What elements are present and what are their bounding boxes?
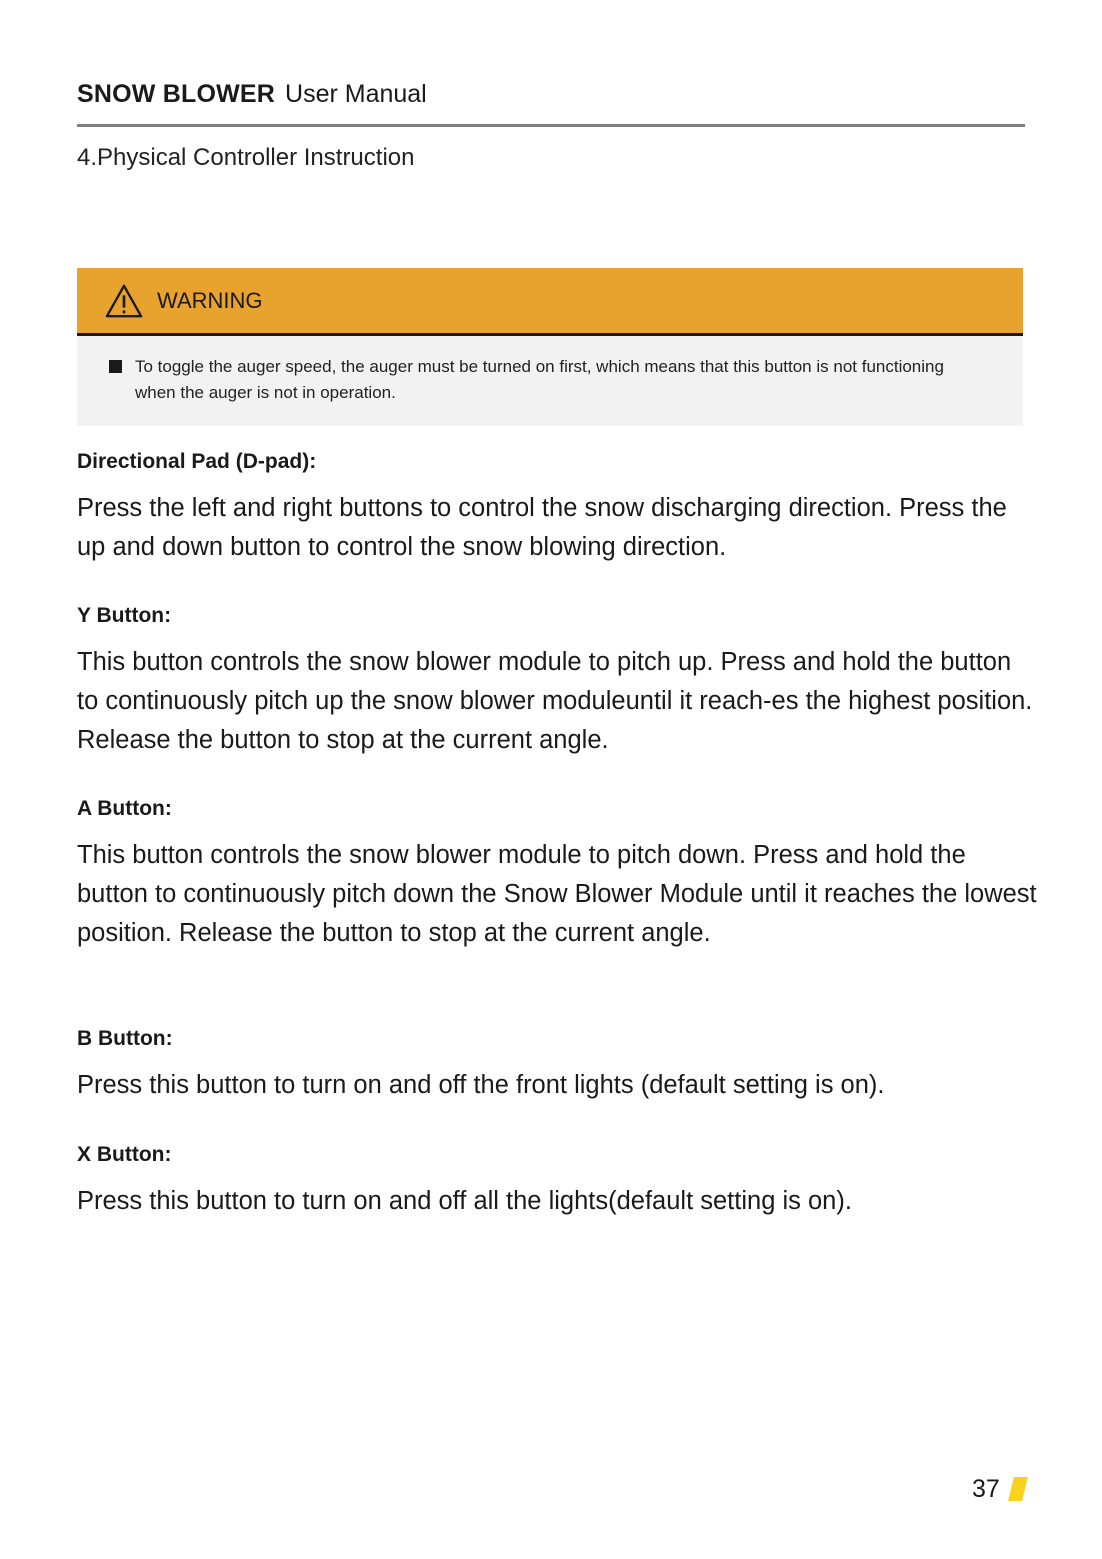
section-heading: B Button: xyxy=(77,1027,173,1050)
section-heading: Directional Pad (D-pad): xyxy=(77,450,317,473)
warning-box xyxy=(77,268,1023,426)
section-a-button xyxy=(77,795,1037,953)
section-dpad xyxy=(77,448,1037,567)
section-heading: X Button: xyxy=(77,1143,172,1166)
section-text: Press the left and right buttons to control the snow discharging direction. Press the up and down button to control the snow blowing direction. xyxy=(77,494,1007,561)
section-text: This button controls the snow blower module to pitch down. Press and hold the button to continuously pitch down the Snow Blower Module until it reaches the lowest position. Release the button to stop at the current angle. xyxy=(77,841,1037,947)
page-mark-icon xyxy=(1008,1477,1028,1501)
page-number: 37 xyxy=(972,1475,1000,1503)
header-brand: SNOW BLOWER xyxy=(77,80,276,108)
warning-header xyxy=(77,268,1023,336)
header-divider xyxy=(77,124,1025,127)
warning-triangle-icon xyxy=(105,283,143,319)
section-y-button xyxy=(77,602,1037,760)
warning-text: To toggle the auger speed, the auger must be turned on first, which means that this button is not functioning when the auger is not in operation. xyxy=(135,357,944,402)
warning-label: WARNING xyxy=(157,287,263,313)
section-text: This button controls the snow blower module to pitch up. Press and hold the button to continuously pitch up the snow blower moduleuntil it reach-es the highest position. Release the button to stop at the current angle. xyxy=(77,648,1033,754)
section-x-button xyxy=(77,1141,1037,1221)
section-heading: Y Button: xyxy=(77,604,172,627)
section-text: Press this button to turn on and off all the lights(default setting is on). xyxy=(77,1187,852,1215)
header-subtitle: User Manual xyxy=(285,80,427,108)
section-text: Press this button to turn on and off the front lights (default setting is on). xyxy=(77,1071,885,1099)
section-title: 4.Physical Controller Instruction xyxy=(77,144,415,171)
section-heading: A Button: xyxy=(77,797,172,820)
bullet-square-icon xyxy=(109,360,122,373)
page-header xyxy=(77,78,427,110)
warning-body xyxy=(77,336,1023,406)
section-b-button xyxy=(77,1025,1037,1105)
